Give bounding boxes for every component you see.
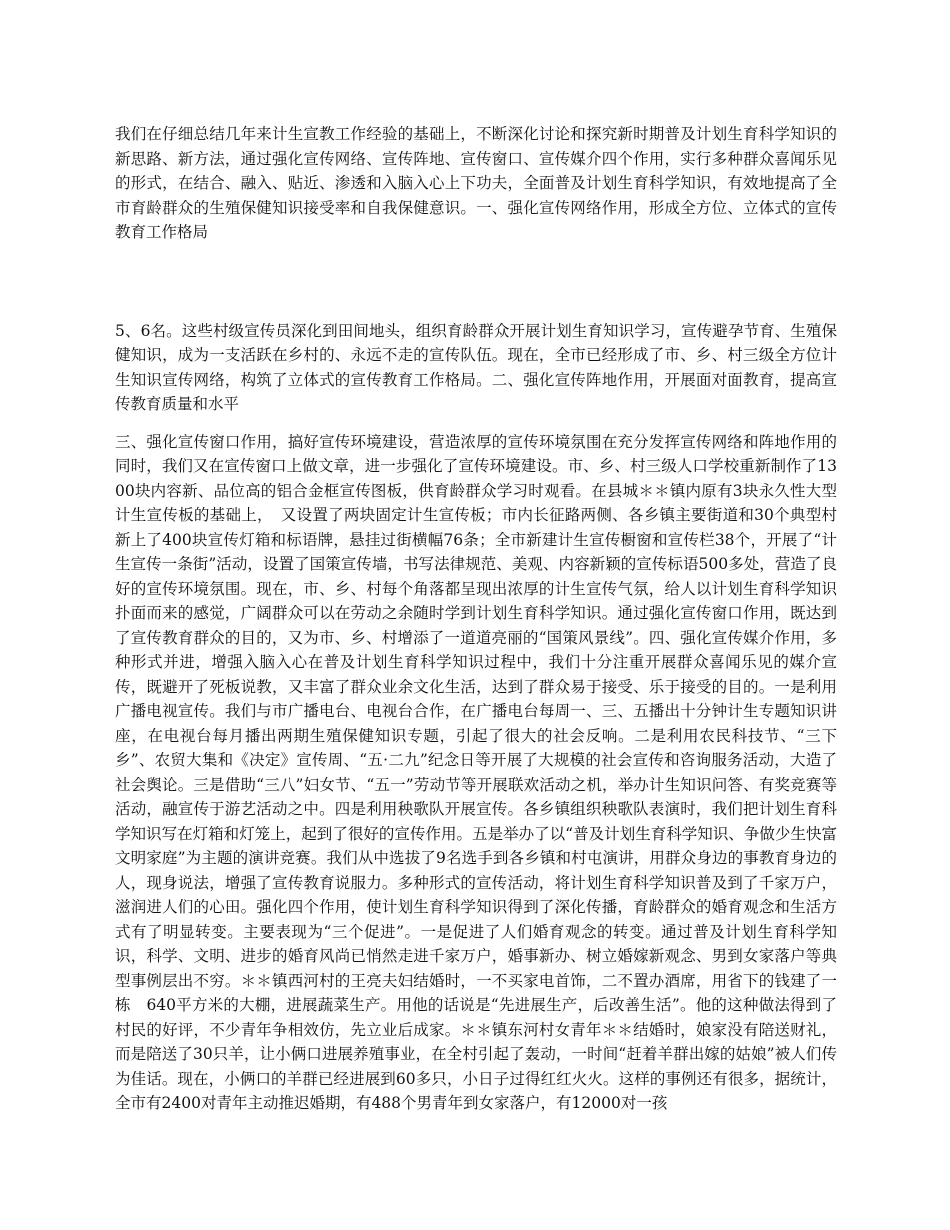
paragraph-intro: 我们在仔细总结几年来计生宣教工作经验的基础上，不断深化讨论和探究新时期普及计划生育科学知识的新思路、新方法，通过强化宣传网络、宣传阵地、宣传窗口、宣传媒介四个作用，实行多种群众喜闻乐见的形式，在结合、融入、贴近、渗透和入脑入心上下功夫，全面普及计划生育科学知识，有效地提高了全市育龄群众的生殖保健知识接受率和自我保健意识。一、强化宣传网络作用，形成全方位、立体式的宣传教育工作格局 bbox=[115, 125, 837, 241]
paragraph-network: 5、6名。这些村级宣传员深化到田间地头，组织育龄群众开展计划生育知识学习，宣传避孕节育、生殖保健知识，成为一支活跃在乡村的、永远不走的宣传队伍。现在，全市已经形成了市、乡、村三级全方位计生知识宣传网络，构筑了立体式的宣传教育工作格局。二、强化宣传阵地作用，开展面对面教育，提高宣传教育质量和水平 bbox=[115, 321, 837, 413]
document-body bbox=[115, 122, 837, 1116]
paragraph-window-media: 三、强化宣传窗口作用，搞好宣传环境建设，营造浓厚的宣传环境氛围在充分发挥宣传网络和阵地作用的同时，我们又在宣传窗口上做文章，进一步强化了宣传环境建设。市、乡、村三级人口学校重新制作了1300块内容新、品位高的铝合金框宣传图板，供育龄群众学习时观看。在县城＊＊镇内原有3块永久性大型计生宣传板的基础上， 又设置了两块固定计生宣传板；市内长征路两侧、各乡镇主要街道和30个典型村新上了400块宣传灯箱和标语牌，悬挂过街横幅76条；全市新建计生宣传橱窗和宣传栏38个，开展了“计生宣传一条街”活动，设置了国策宣传墙，书写法律规范、美观、内容新颖的宣传标语500多处，营造了良好的宣传环境氛围。现在，市、乡、村每个角落都呈现出浓厚的计生宣传气氛，给人以计划生育科学知识扑面而来的感觉，广阔群众可以在劳动之余随时学到计划生育科学知识。通过强化宣传窗口作用，既达到了宣传教育群众的目的，又为市、乡、村增添了一道道亮丽的“国策风景线”。四、强化宣传媒介作用，多种形式并进，增强入脑入心在普及计划生育科学知识过程中，我们十分注重开展群众喜闻乐见的媒介宣传，既避开了死板说教，又丰富了群众业余文化生活，达到了群众易于接受、乐于接受的目的。一是利用广播电视宣传。我们与市广播电台、电视台合作，在广播电台每周一、三、五播出十分钟计生专题知识讲座，在电视台每月播出两期生殖保健知识专题，引起了很大的社会反响。二是利用农民科技节、“三下乡”、农贸大集和《决定》宣传周、“五·二九”纪念日等开展了大规模的社会宣传和咨询服务活动，大造了社会舆论。三是借助“三八”妇女节、“五一”劳动节等开展联欢活动之机，举办计生知识问答、有奖竞赛等活动，融宣传于游艺活动之中。四是利用秧歌队开展宣传。各乡镇组织秧歌队表演时，我们把计划生育科学知识写在灯箱和灯笼上，起到了很好的宣传作用。五是举办了以“普及计划生育科学知识、争做少生快富文明家庭”为主题的演讲竞赛。我们从中选拔了9名选手到各乡镇和村屯演讲，用群众身边的事教育身边的人，现身说法，增强了宣传教育说服力。多种形式的宣传活动，将计划生育科学知识普及到了千家万户，滋润进人们的心田。强化四个作用，使计划生育科学知识得到了深化传播，育龄群众的婚育观念和生活方式有了明显转变。主要表现为“三个促进”。一是促进了人们婚育观念的转变。通过普及计划生育科学知识，科学、文明、进步的婚育风尚已悄然走进千家万户，婚事新办、树立婚嫁新观念、男到女家落户等典型事例层出不穷。＊＊镇西河村的王亮夫妇结婚时，一不买家电首饰，二不置办酒席，用省下的钱建了一栋 640平方米的大棚，进展蔬菜生产。用他的话说是“先进展生产，后改善生活”。他的这种做法得到了村民的好评，不少青年争相效仿，先立业后成家。＊＊镇东河村女青年＊＊结婚时，娘家没有陪送财礼，而是陪送了30只羊，让小俩口进展养殖事业，在全村引起了轰动，一时间“赶着羊群出嫁的姑娘”被人们传为佳话。现在，小俩口的羊群已经进展到60多只，小日子过得红红火火。这样的事例还有很多，据统计，全市有2400对青年主动推迟婚期，有488个男青年到女家落户，有12000对一孩 bbox=[115, 432, 837, 1112]
